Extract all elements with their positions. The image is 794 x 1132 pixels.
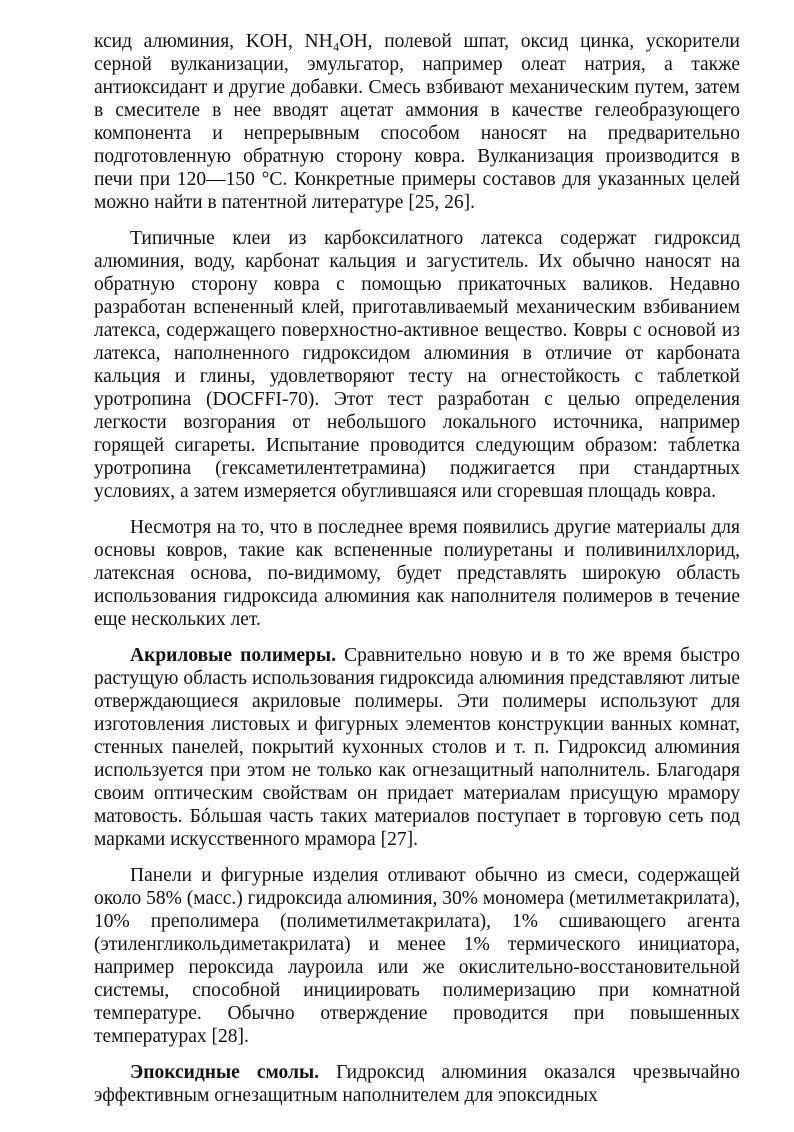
paragraph-6-text: Гидроксид алюминия оказался чрезвычайно эффективным огнезащитным наполнителем для эпоксидных <box>94 1062 741 1106</box>
paragraph-5 <box>94 864 740 1048</box>
paragraph-2-text: Типичные клеи из карбоксилатного латекса содержат гидроксид алюминия, воду, карбонат кальция и загуститель. Их обычно наносят на обратную сторону ковра с помощью прикаточных валиков. Недавно разработан вспененный клей, приготавливаемый механическим взбиванием латекса, содержащего поверхностно-активное вещество. Ковры с основой из латекса, наполненного гидроксидом алюминия в отличие от карбоната кальция и глины, удовлетворяют тесту на огнестойкость с таблеткой уротропина (DOCFFI-70). Этот тест разработан с целью определения легкости возгорания от небольшого локального источника, например горящей сигареты. Испытание проводится следующим образом: таблетка уротропина (гексаметилентетрамина) поджигается при стандартных условиях, а затем измеряется обуглившаяся или сгоревшая площадь ковра. <box>94 228 740 502</box>
paragraph-1-text: ксид алюминия, KOH, NH₄OH, полевой шпат, оксид цинка, ускорители серной вулканизации, эмульгатор, например олеат натрия, а также антиоксидант и другие добавки. Смесь взбивают механическим путем, затем в смесителе в нее вводят ацетат аммония в качестве гелеобразующего компонента и непрерывным способом наносят на предварительно подготовленную обратную сторону ковра. Вулканизация производится в печи при 120—150 °С. Конкретные примеры составов для указанных целей можно найти в патентной литературе [25, 26]. <box>94 31 740 213</box>
paragraph-1 <box>94 30 740 214</box>
paragraph-4 <box>94 644 740 851</box>
section-heading-epoxy: Эпоксидные смолы. <box>130 1062 320 1083</box>
paragraph-6 <box>94 1061 740 1107</box>
document-page <box>94 30 740 1120</box>
paragraph-3 <box>94 516 740 631</box>
paragraph-4-text: Сравнительно новую и в то же время быстро растущую область использования гидроксида алюминия представляют литые отверждающиеся акриловые полимеры. Эти полимеры используют для изготовления листовых и фигурных элементов конструкции ванных комнат, стенных панелей, покрытий кухонных столов и т. п. Гидроксид алюминия используется при этом не только как огнезащитный наполнитель. Благодаря своим оптическим свойствам он придает материалам присущую мрамору матовость. Бóльшая часть таких материалов поступает в торговую сеть под марками искусственного мрамора [27]. <box>94 645 740 850</box>
paragraph-2 <box>94 227 740 503</box>
paragraph-5-text: Панели и фигурные изделия отливают обычно из смеси, содержащей около 58% (масс.) гидроксида алюминия, 30% мономера (метилметакрилата), 10% преполимера (полиметилметакрилата), 1% сшивающего агента (этиленгликольдиметакрилата) и менее 1% термического инициатора, например пероксида лауроила или же окислительно-восстановительной системы, способной инициировать полимеризацию при комнатной температуре. Обычно отверждение проводится при повышенных температурах [28]. <box>94 865 740 1047</box>
section-heading-acrylic: Акриловые полимеры. <box>130 645 336 666</box>
paragraph-3-text: Несмотря на то, что в последнее время появились другие материалы для основы ковров, такие как вспененные полиуретаны и поливинилхлорид, латексная основа, по-видимому, будет представлять широкую область использования гидроксида алюминия как наполнителя полимеров в течение еще нескольких лет. <box>94 517 740 630</box>
